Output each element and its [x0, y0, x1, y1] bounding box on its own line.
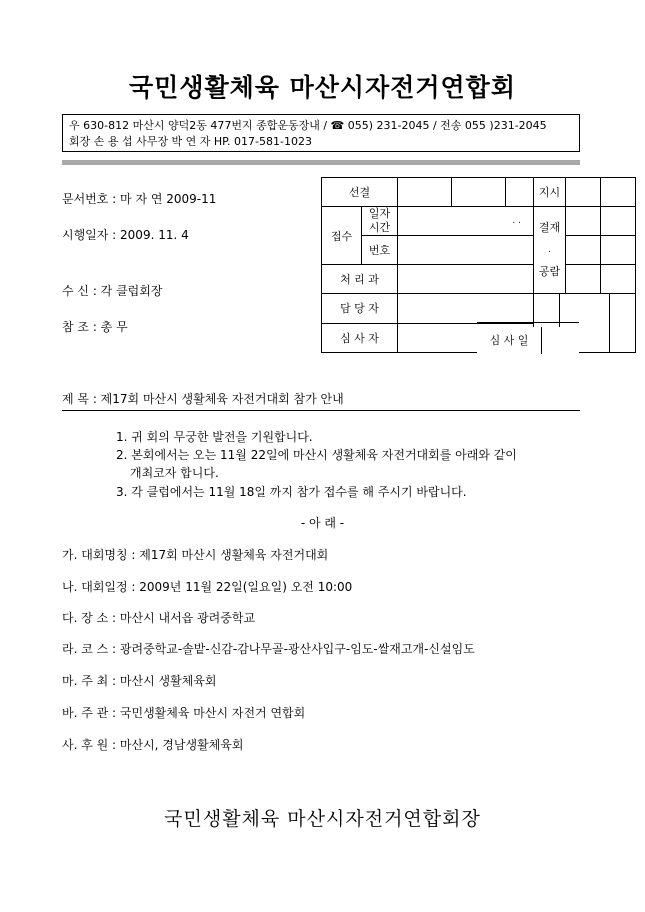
detail-host: 마. 주 최 : 마산시 생활체육회 [62, 674, 217, 688]
detail-course: 라. 코 스 : 광려중학교-솔밭-신감-감나무골-광산사입구-임도-쌀재고개-신설임도 [62, 642, 475, 656]
detail-organizer: 바. 주 관 : 국민생활체육 마산시 자전거 연합회 [62, 706, 306, 720]
body-line-2: 2. 본회에서는 오는 11월 22일에 마산시 생활체육 자전거대회를 아래와 같이 [116, 448, 517, 462]
section-heading: - 아 래 - [300, 516, 345, 530]
detail-venue: 다. 장 소 : 마산시 내서읍 광려중학교 [62, 611, 256, 625]
jeopsu-label: 접수 [322, 207, 362, 265]
date-time-label: 일자 시간 [362, 207, 398, 236]
number-label: 번호 [362, 236, 398, 265]
jisi-label: 지시 [534, 178, 566, 207]
damdang-label: 담 당 자 [322, 294, 398, 324]
detail-schedule: 나. 대회일정 : 2009년 11월 22일(일요일) 오전 10:00 [62, 580, 353, 594]
seongyeol-label: 선결 [322, 178, 398, 207]
recipient: 수 신 : 각 클럽회장 [62, 284, 163, 298]
address-box [62, 114, 580, 152]
gyeoljae-gongram-label: 결재 . 공람 [534, 207, 566, 294]
simsail-row: 심 사 일 [477, 327, 579, 354]
document-number: 문서번호 : 마 자 연 2009-11 [62, 192, 217, 206]
date-time-field: . . [398, 207, 534, 236]
header-divider [62, 160, 580, 165]
simsa-label: 심 사 자 [322, 323, 398, 353]
detail-event-name: 가. 대회명칭 : 제17회 마산시 생활체육 자전거대회 [62, 548, 329, 562]
organization-title: 국민생활체육 마산시자전거연합회 [129, 73, 516, 102]
signature: 국민생활체육 마산시자전거연합회장 [164, 808, 481, 830]
subject-divider [62, 410, 580, 411]
subject: 제 목 : 제17회 마산시 생활체육 자전거대회 참가 안내 [62, 392, 344, 406]
address-line-2: 회장 손 용 섭 사무장 박 연 자 HP. 017-581-1023 [69, 135, 312, 148]
cheori-label: 처 리 과 [322, 265, 398, 294]
issue-date: 시행일자 : 2009. 11. 4 [62, 228, 189, 242]
body-line-1: 1. 귀 회의 무궁한 발전을 기원합니다. [116, 430, 313, 444]
address-line-1: 우 630-812 마산시 양덕2동 477번지 종합운동장내 / ☎ 055) 231-2045 / 전송 055 )231-2045 [69, 119, 547, 132]
body-line-3: 개최코자 합니다. [130, 466, 219, 480]
reference: 참 조 : 총 무 [62, 320, 128, 334]
table-line [477, 322, 579, 323]
body-line-4: 3. 각 클럽에서는 11월 18일 까지 참가 접수를 해 주시기 바랍니다. [116, 485, 467, 499]
detail-sponsor: 사. 후 원 : 마산시, 경남생활체육회 [62, 738, 244, 752]
